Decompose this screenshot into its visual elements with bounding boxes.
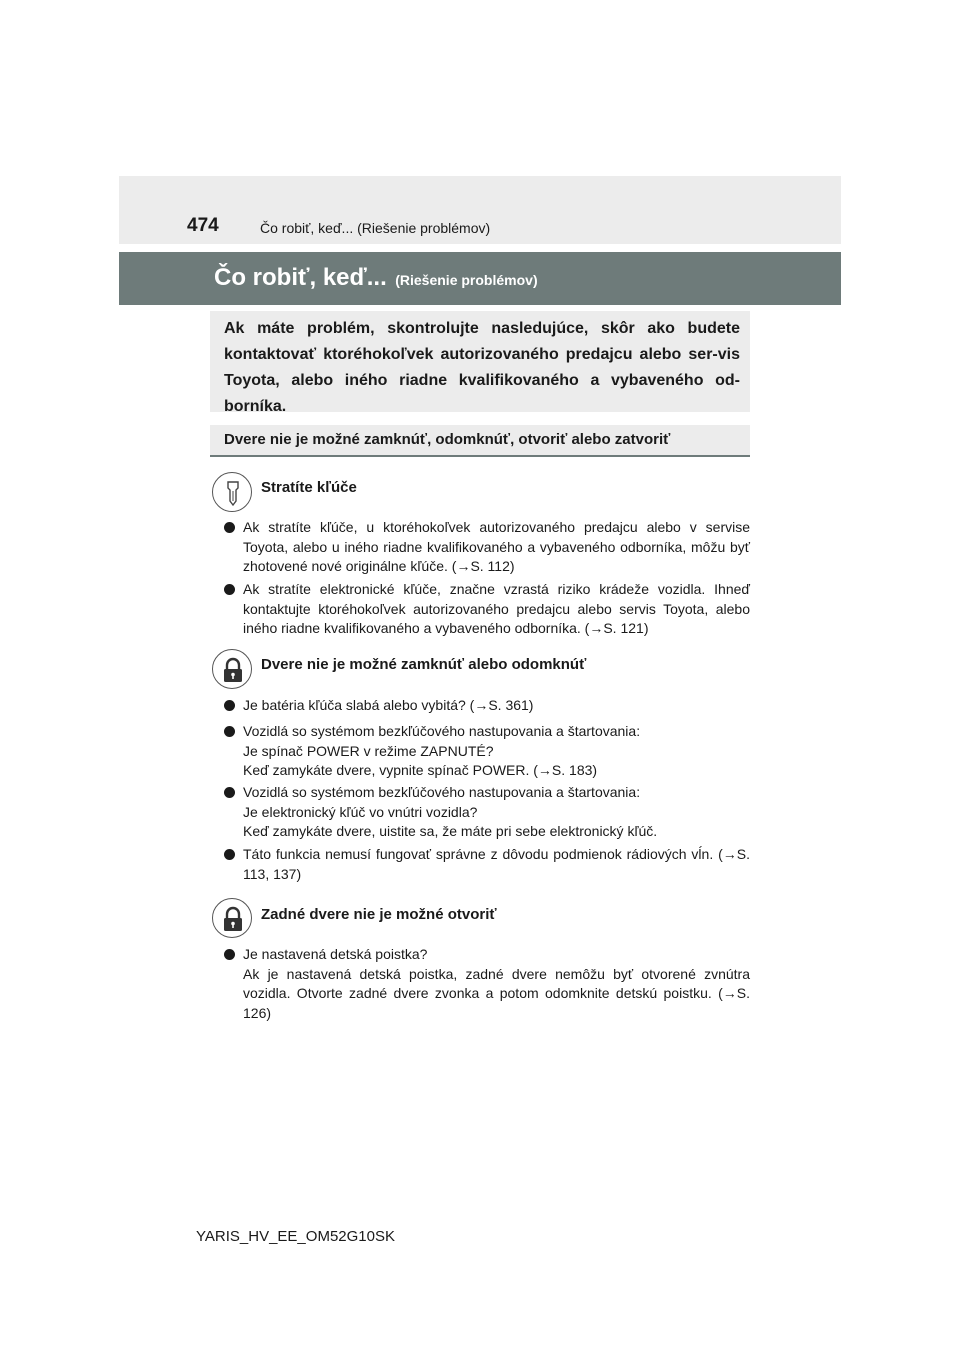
list-item-text: Vozidlá so systémom bezkľúčového nastupovania a štartovania: xyxy=(243,723,641,739)
section-heading-text: Dvere nie je možné zamknúť, odomknúť, otvoriť alebo zatvoriť xyxy=(224,431,671,448)
list-item-text: Táto funkcia nemusí fungovať správne z dôvodu podmienok rádiových vĺn. (→S. 113, 137) xyxy=(243,846,750,882)
key-icon xyxy=(212,472,252,512)
list-item-text: Ak je nastavená detská poistka, zadné dvere nemôžu byť otvorené zvnútra vozidla. Otvorte zadné dvere zvonka a potom odomknite detskú poistku. (→S. 126) xyxy=(243,965,750,1021)
list-item-text: Je spínač POWER v režime ZAPNUTÉ? xyxy=(243,742,494,759)
page-number: 474 xyxy=(187,215,219,236)
list-item xyxy=(224,580,750,639)
running-title: Čo robiť, keď... (Riešenie problémov) xyxy=(260,220,491,236)
bullet-dot xyxy=(224,787,235,798)
intro-text: Ak máte problém, skontrolujte nasledujúce, skôr ako budete kontaktovať ktoréhokoľvek autorizovaného predajcu alebo ser-vis Toyota, alebo iného riadne kvalifikovaného a vybaveného od-borníka. xyxy=(224,320,740,415)
bullet-dot xyxy=(224,522,235,533)
lock-icon xyxy=(212,898,252,938)
subsection-title-rear-doors: Zadné dvere nie je možné otvoriť xyxy=(261,906,497,923)
list-item-text: Ak stratíte elektronické kľúče, značne vzrastá riziko krádeže vozidla. Ihneď kontaktujte ktoréhokoľvek autorizovaného predajcu alebo servis Toyota, alebo iného riadne kvalifikovaného a vybaveného odborníka. (→S. 121) xyxy=(243,581,750,636)
lock-icon xyxy=(212,649,252,689)
subsection-title-lock-unlock: Dvere nie je možné zamknúť alebo odomknúť xyxy=(261,656,587,673)
list-item-text: Je elektronický kľúč vo vnútri vozidla? xyxy=(243,803,478,820)
chapter-title-bar xyxy=(119,252,841,305)
list-item xyxy=(224,945,750,1023)
chapter-title xyxy=(214,264,538,292)
list-item xyxy=(224,518,750,577)
document-code: YARIS_HV_EE_OM52G10SK xyxy=(196,1228,395,1245)
subsection-title-lost-keys: Stratíte kľúče xyxy=(261,479,357,496)
chapter-title-main: Čo robiť, keď... xyxy=(214,264,387,291)
list-item-text: Ak stratíte kľúče, u ktoréhokoľvek autorizovaného predajcu alebo v servise Toyota, alebo u iného riadne kvalifikovaného a vybaveného odborníka, môžu byť zhotovené nové originálne kľúče. (→S. 112) xyxy=(243,519,750,574)
list-item xyxy=(224,845,750,884)
list-item-text: Je nastavená detská poistka? xyxy=(243,946,428,962)
bullet-dot xyxy=(224,849,235,860)
bullet-dot xyxy=(224,584,235,595)
bullet-dot xyxy=(224,726,235,737)
list-item-text: Vozidlá so systémom bezkľúčového nastupovania a štartovania: xyxy=(243,784,641,800)
intro-box xyxy=(210,311,750,415)
list-item xyxy=(224,783,750,842)
section-heading xyxy=(210,425,750,457)
bullet-dot xyxy=(224,949,235,960)
list-item xyxy=(224,722,750,781)
list-item-text: Je batéria kľúča slabá alebo vybitá? (→S. 361) xyxy=(243,697,534,713)
list-item-text: Keď zamykáte dvere, vypnite spínač POWER. (→S. 183) xyxy=(243,762,598,778)
list-item xyxy=(224,696,750,716)
chapter-title-sub: (Riešenie problémov) xyxy=(395,272,538,288)
bullet-dot xyxy=(224,700,235,711)
list-item-text: Keď zamykáte dvere, uistite sa, že máte pri sebe elektronický kľúč. xyxy=(243,823,658,839)
